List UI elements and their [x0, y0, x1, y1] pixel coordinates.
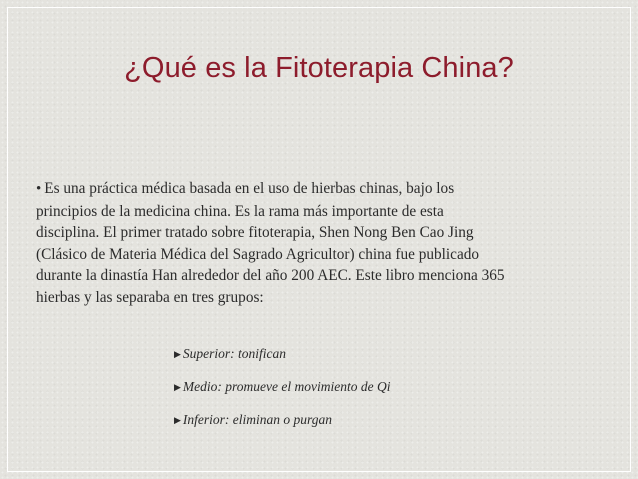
paragraph-line-text: Es una práctica médica basada en el uso de hierbas chinas, bajo los: [44, 180, 455, 197]
sub-bullet-text: Medio: promueve el movimiento de Qi: [182, 379, 391, 394]
sub-bullet-item: [174, 412, 390, 445]
paragraph-line: (Clásico de Materia Médica del Sagrado Agricultor) china fue publicado: [36, 245, 480, 263]
body-paragraph: [36, 178, 598, 309]
paragraph-line: hierbas y las separaba en tres grupos:: [36, 288, 264, 306]
sub-bullet-item: [174, 346, 390, 379]
sub-bullet-item: [174, 379, 390, 412]
bullet-dot-icon: •: [36, 181, 42, 197]
arrow-right-icon: ▶: [174, 349, 181, 359]
sub-bullet-text: Superior: tonifican: [182, 346, 287, 361]
arrow-right-icon: ▶: [174, 382, 181, 392]
paragraph-line: principios de la medicina china. Es la rama más importante de esta: [36, 202, 444, 220]
paragraph-line: disciplina. El primer tratado sobre fitoterapia, Shen Nong Ben Cao Jing: [36, 224, 474, 242]
paragraph-line: [36, 178, 598, 201]
sub-bullet-list: [174, 346, 390, 445]
arrow-right-icon: ▶: [174, 415, 181, 425]
paragraph-line: durante la dinastía Han alrededor del año 200 AEC. Este libro menciona 365: [36, 267, 505, 285]
slide-title: ¿Qué es la Fitoterapia China?: [124, 52, 514, 84]
sub-bullet-text: Inferior: eliminan o purgan: [182, 412, 333, 427]
